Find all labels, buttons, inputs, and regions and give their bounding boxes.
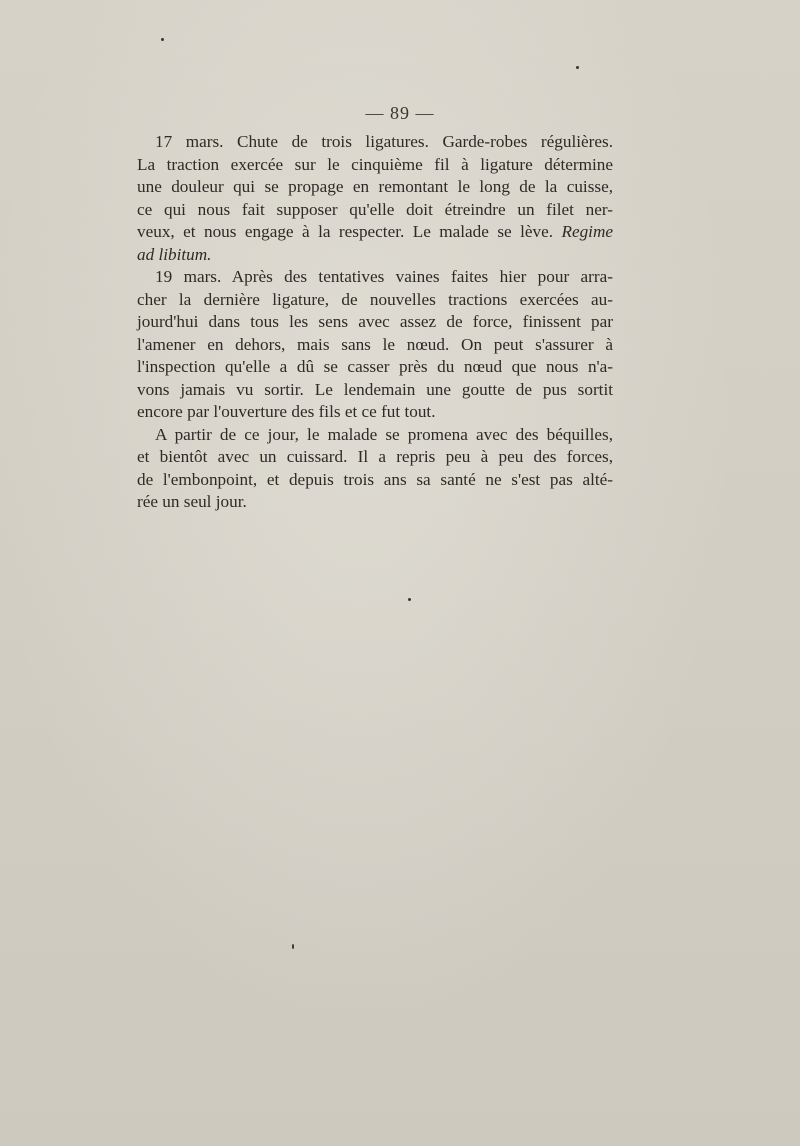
- paragraph-2-line-4: l'amener en dehors, mais sans le nœud. On peut s'assurer à: [137, 334, 613, 354]
- paragraph-2-line-5: l'inspection qu'elle a dû se casser près du nœud que nous n'a-: [137, 357, 613, 376]
- paper-speck: [292, 944, 294, 949]
- paragraph-1-line-5-text: veux, et nous engage à la respecter. Le malade se lève.: [137, 222, 554, 241]
- paragraph-2-line-3: jourd'hui dans tous les sens avec assez de force, finissent par: [137, 312, 613, 331]
- paragraph-1-line-1: 17 mars. Chute de trois ligatures. Garde-robes régulières.: [155, 132, 613, 151]
- paragraph-2-line-2: cher la dernière ligature, de nouvelles tractions exercées au-: [137, 289, 613, 309]
- paragraph-1-line-5: [137, 221, 613, 244]
- page-number: — 89 —: [365, 103, 435, 123]
- paragraph-3-line-1: A partir de ce jour, le malade se promena avec des béquilles,: [155, 424, 613, 444]
- paragraph-3-line-3: de l'embonpoint, et depuis trois ans sa santé ne s'est pas alté-: [137, 469, 613, 489]
- paragraph-1-line-6-italic: ad libitum.: [137, 244, 212, 264]
- paragraph-1-line-5-italic: Regime: [561, 222, 613, 241]
- paragraph-2-line-6: vons jamais vu sortir. Le lendemain une goutte de pus sortit: [137, 379, 613, 399]
- paper-speck: [161, 38, 164, 41]
- body-text: [137, 131, 613, 514]
- paragraph-1-line-2: La traction exercée sur le cinquième fil à ligature détermine: [137, 154, 613, 174]
- paragraph-1-line-3: une douleur qui se propage en remontant le long de la cuisse,: [137, 177, 613, 196]
- paragraph-2-line-1: 19 mars. Après des tentatives vaines faites hier pour arra-: [155, 267, 613, 286]
- paragraph-3-line-4: rée un seul jour.: [137, 492, 247, 511]
- paper-speck: [408, 598, 411, 601]
- paragraph-2-line-7: encore par l'ouverture des fils et ce fut tout.: [137, 402, 436, 421]
- paragraph-3-line-2: et bientôt avec un cuissard. Il a repris peu à peu des forces,: [137, 447, 613, 466]
- paragraph-1-line-6: [137, 244, 613, 267]
- paper-speck: [576, 66, 579, 69]
- paragraph-1-line-4: ce qui nous fait supposer qu'elle doit étreindre un filet ner-: [137, 199, 613, 219]
